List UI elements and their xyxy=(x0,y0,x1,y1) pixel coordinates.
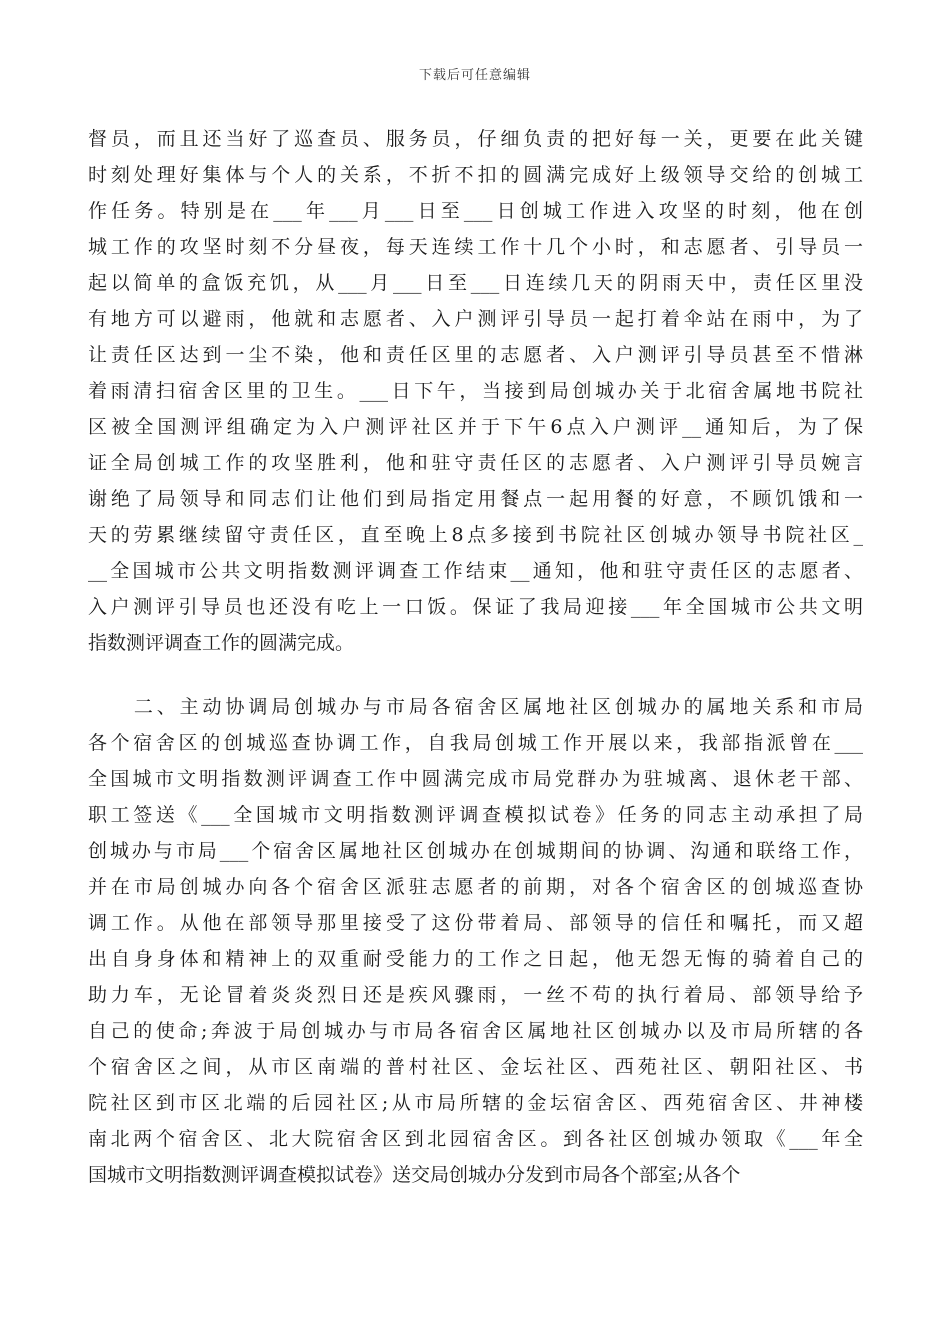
paragraph-1 xyxy=(88,121,863,661)
text-line: 个宿舍区之间，从市区南端的普村社区、金坛社区、西苑社区、朝阳社区、书 xyxy=(88,1056,863,1078)
document-body xyxy=(88,121,863,1193)
text-line: 起以简单的盒饭充饥，从___月___日至___日连续几天的阴雨天中，责任区里没 xyxy=(88,272,863,294)
text-line: 着雨清扫宿舍区里的卫生。___日下午，当接到局创城办关于北宿舍属地书院社 xyxy=(88,380,863,402)
page-header: 下载后可任意编辑 xyxy=(418,68,531,83)
text-line: 有地方可以避雨，他就和志愿者、入户测评引导员一起打着伞站在雨中，为了 xyxy=(88,308,863,330)
text-line: 让责任区达到一尘不染，他和责任区里的志愿者、入户测评引导员甚至不惜淋 xyxy=(88,344,863,366)
text-line: 时刻处理好集体与个人的关系，不折不扣的圆满完成好上级领导交给的创城工 xyxy=(88,164,863,186)
text-line: 自己的使命;奔波于局创城办与市局各宿舍区属地社区创城办以及市局所辖的各 xyxy=(88,1020,863,1042)
text-line: 区被全国测评组确定为入户测评社区并于下午6点入户测评__通知后，为了保 xyxy=(88,416,863,438)
text-line: 谢绝了局领导和同志们让他们到局指定用餐点一起用餐的好意，不顾饥饿和一 xyxy=(88,488,863,510)
text-line: 南北两个宿舍区、北大院宿舍区到北园宿舍区。到各社区创城办领取《___年全 xyxy=(88,1128,863,1150)
text-line: 城工作的攻坚时刻不分昼夜，每天连续工作十几个小时，和志愿者、引导员一 xyxy=(88,236,863,258)
text-line: 调工作。从他在部领导那里接受了这份带着局、部领导的信任和嘱托，而又超 xyxy=(88,912,863,934)
text-line: 创城办与市局___个宿舍区属地社区创城办在创城期间的协调、沟通和联络工作， xyxy=(88,840,863,862)
text-line: 督员，而且还当好了巡查员、服务员，仔细负责的把好每一关，更要在此关键 xyxy=(88,128,863,150)
text-line: 证全局创城工作的攻坚胜利，他和驻守责任区的志愿者、入户测评引导员婉言 xyxy=(88,452,863,474)
text-line: 作任务。特别是在___年___月___日至___日创城工作进入攻坚的时刻，他在创 xyxy=(88,200,863,222)
text-line: 二、主动协调局创城办与市局各宿舍区属地社区创城办的属地关系和市局 xyxy=(88,696,863,718)
text-line: 出自身身体和精神上的双重耐受能力的工作之日起，他无怨无悔的骑着自己的 xyxy=(88,948,863,970)
text-line: 全国城市文明指数测评调查工作中圆满完成市局党群办为驻城离、退休老干部、 xyxy=(88,768,863,790)
text-line: 职工签送《___全国城市文明指数测评调查模拟试卷》任务的同志主动承担了局 xyxy=(88,804,863,826)
text-line: 院社区到市区北端的后园社区;从市局所辖的金坛宿舍区、西苑宿舍区、井神楼 xyxy=(88,1092,863,1114)
text-line: __全国城市公共文明指数测评调查工作结束__通知，他和驻守责任区的志愿者、 xyxy=(88,560,863,582)
paragraph-2 xyxy=(88,689,863,1193)
paragraph-gap xyxy=(88,661,863,689)
text-line: 指数测评调查工作的圆满完成。 xyxy=(88,632,355,654)
text-line: 助力车，无论冒着炎炎烈日还是疾风骤雨，一丝不苟的执行着局、部领导给予 xyxy=(88,984,863,1006)
text-line: 国城市文明指数测评调查模拟试卷》送交局创城办分发到市局各个部室;从各个 xyxy=(88,1164,741,1186)
text-line: 并在市局创城办向各个宿舍区派驻志愿者的前期，对各个宿舍区的创城巡查协 xyxy=(88,876,863,898)
text-line: 入户测评引导员也还没有吃上一口饭。保证了我局迎接___年全国城市公共文明 xyxy=(88,596,863,618)
text-line: 天的劳累继续留守责任区，直至晚上8点多接到书院社区创城办领导书院社区_ xyxy=(88,524,863,546)
text-line: 各个宿舍区的创城巡查协调工作，自我局创城工作开展以来，我部指派曾在___ xyxy=(88,732,863,754)
